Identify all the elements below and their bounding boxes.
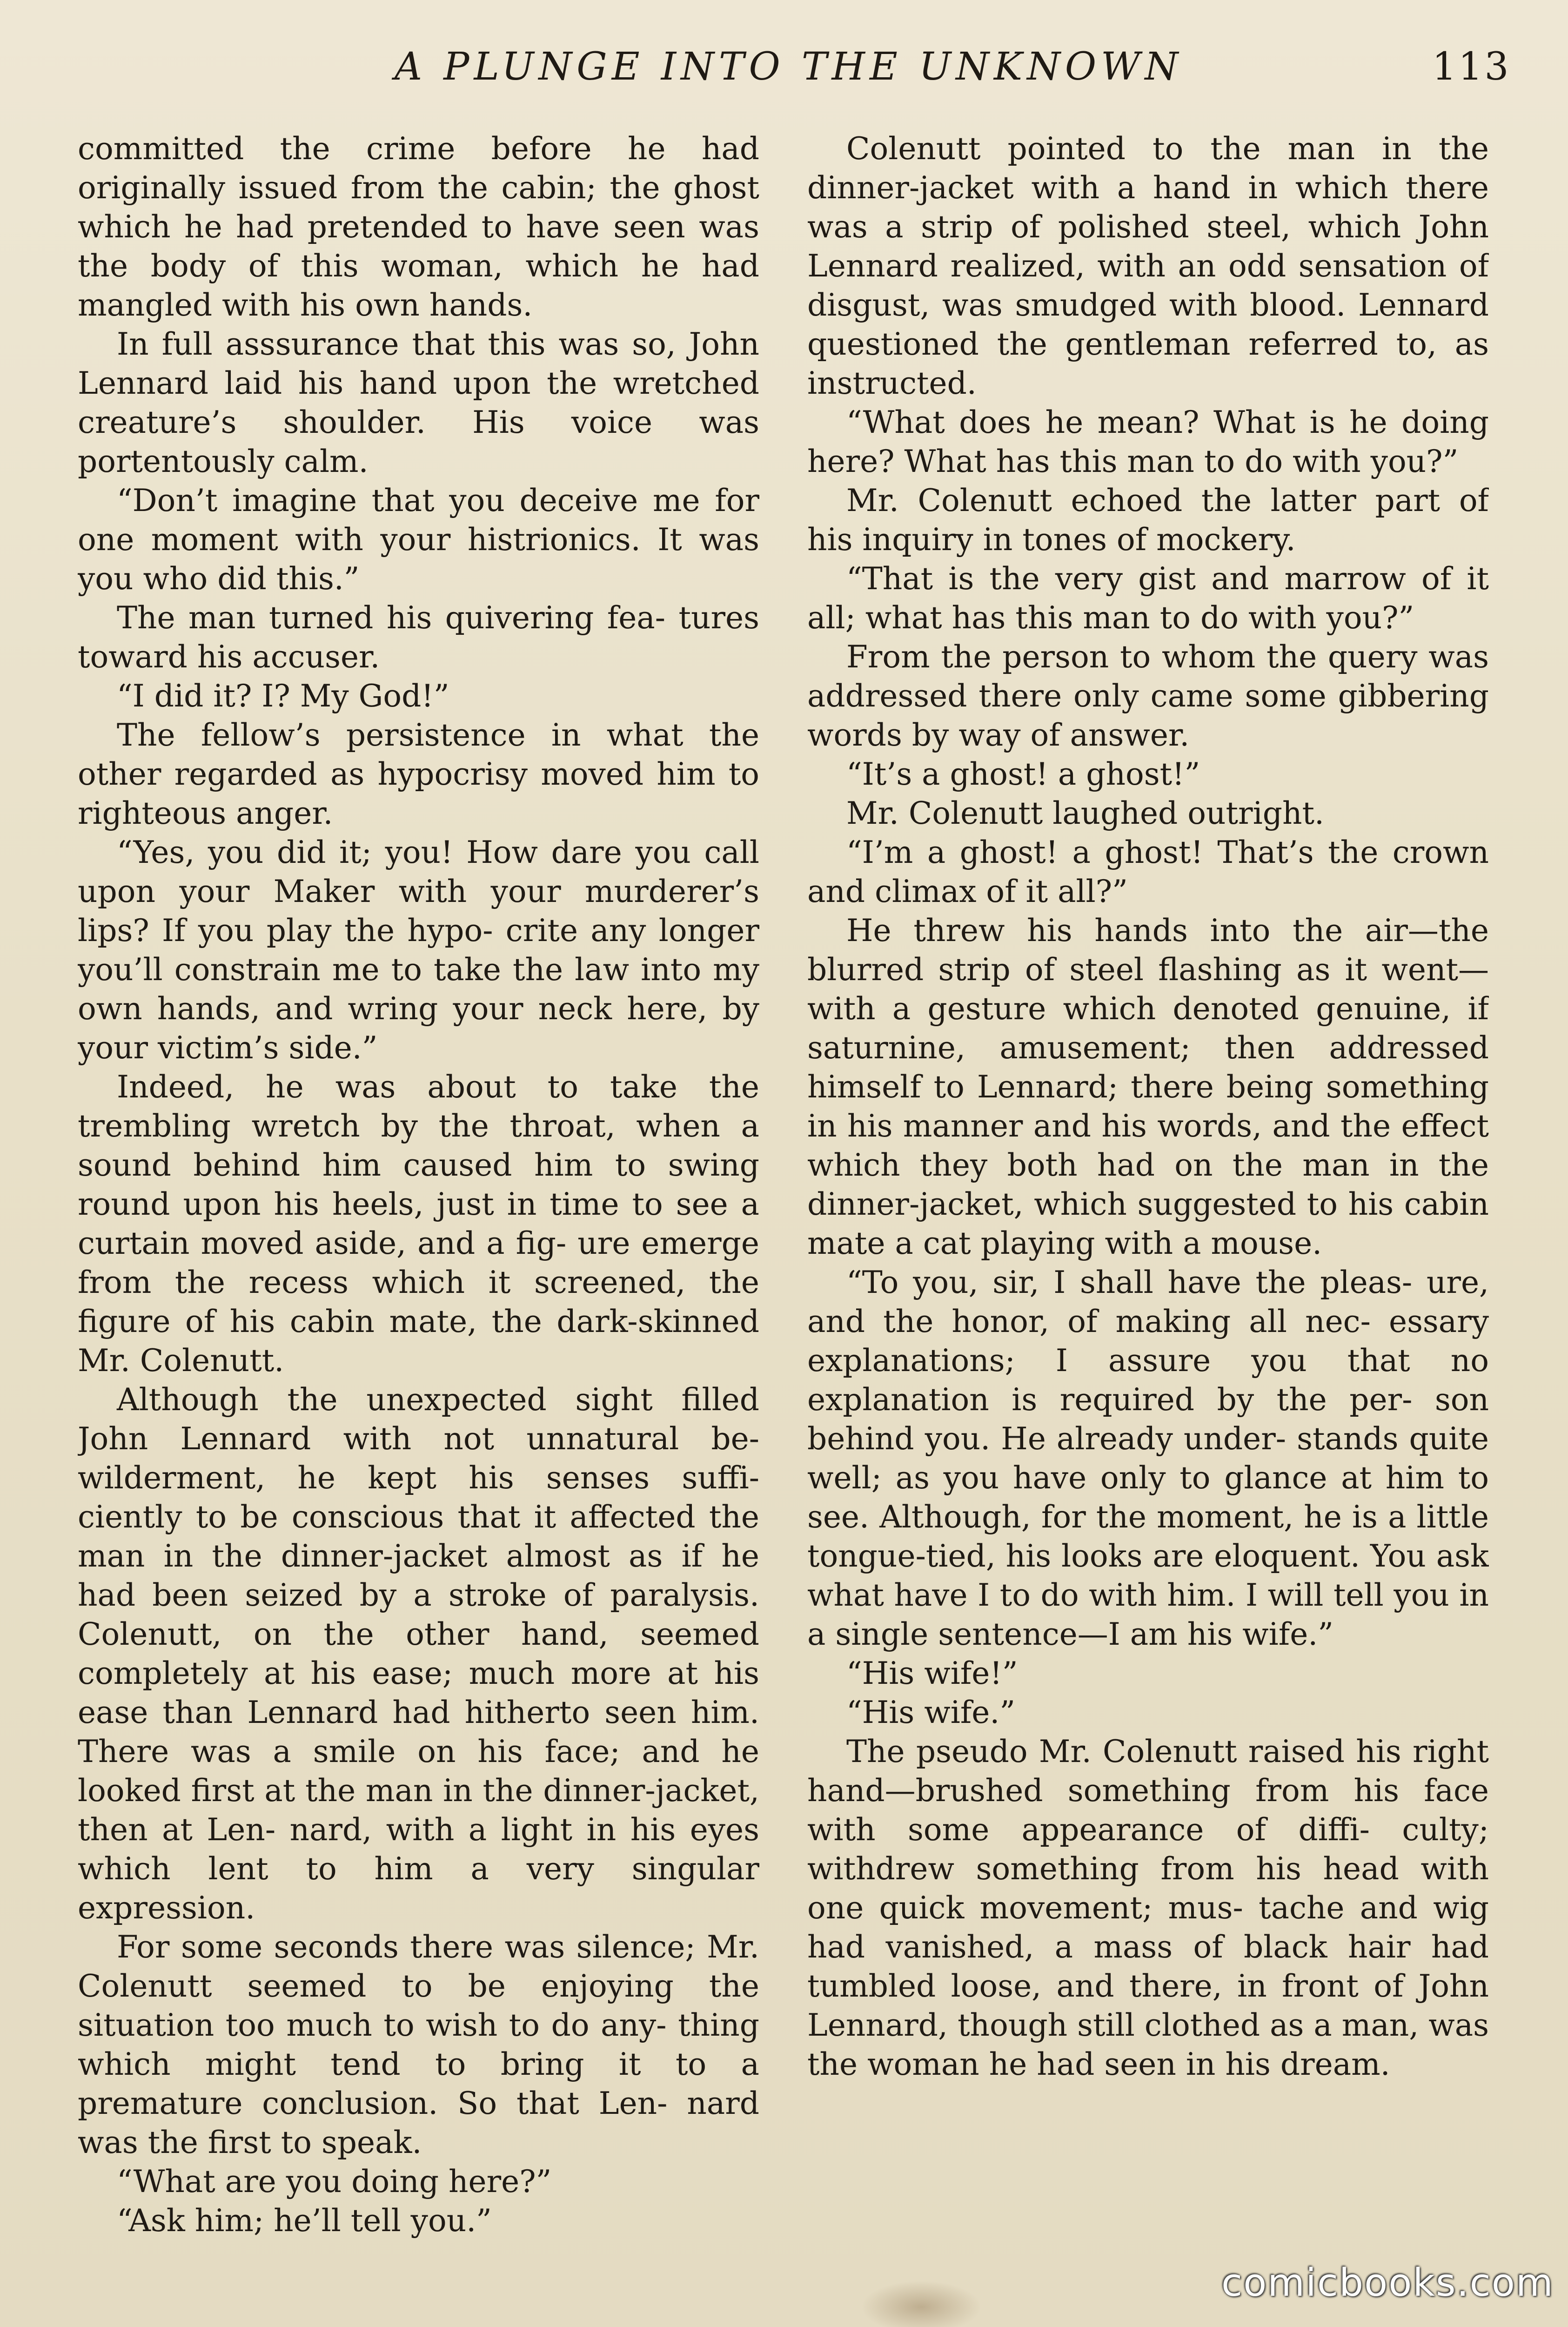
left-column <box>78 129 759 2289</box>
paragraph: For some seconds there was silence; Mr. Colenutt seemed to be enjoying the situation too much to wish to do any- thing which might tend to bring it to a premature conclusion. So that Len- nard was the first to speak. <box>78 1929 759 2160</box>
paragraph: In full asssurance that this was so, John Lennard laid his hand upon the wretched creature’s shoulder. His voice was portentously calm. <box>78 326 759 479</box>
paragraph: “What does he mean? What is he doing here? What has this man to do with you?” <box>807 404 1489 479</box>
paragraph: The pseudo Mr. Colenutt raised his right hand—brushed something from his face with some appearance of diffi- culty; withdrew something from his head with one quick movement; mus- tache and wig had vanished, a mass of black hair had tumbled loose, and there, in front of John Lennard, though still clothed as a man, was the woman he had seen in his dream. <box>807 1734 1489 2082</box>
running-head: A PLUNGE INTO THE UNKNOWN <box>395 45 1183 89</box>
paragraph: From the person to whom the query was addressed there only came some gibbering words by way of answer. <box>807 639 1489 753</box>
paragraph: Colenutt pointed to the man in the dinner-jacket with a hand in which there was a strip of polished steel, which John Lennard realized, with an odd sensation of disgust, was smudged with blood. Lennard questioned the gentleman referred to, as instructed. <box>807 131 1489 401</box>
paragraph: committed the crime before he had originally issued from the cabin; the ghost which he had pretended to have seen was the body of this woman, which he had mangled with his own hands. <box>78 131 759 323</box>
paragraph: The man turned his quivering fea- tures toward his accuser. <box>78 600 759 675</box>
paragraph: Mr. Colenutt echoed the latter part of his inquiry in tones of mockery. <box>807 483 1489 558</box>
paragraph: “Don’t imagine that you deceive me for one moment with your histrionics. It was you who did this.” <box>78 483 759 597</box>
paragraph: He threw his hands into the air—the blurred strip of steel flashing as it went—with a gesture which denoted genuine, if saturnine, amusement; then addressed himself to Lennard; there being something in his manner and his words, and the effect which they both had on the man in the dinner-jacket, which suggested to his cabin mate a cat playing with a mouse. <box>807 913 1489 1261</box>
paragraph: Indeed, he was about to take the trembling wretch by the throat, when a sound behind him caused him to swing round upon his heels, just in time to see a curtain moved aside, and a fig- ure emerge from the recess which it screened, the figure of his cabin mate, the dark-skinned Mr. Colenutt. <box>78 1069 759 1379</box>
watermark: comicbooks.com <box>1221 2261 1554 2305</box>
page-number: 113 <box>1432 45 1511 89</box>
paragraph: Although the unexpected sight filled John Lennard with not unnatural be- wilderment, he kept his senses suffi- ciently to be conscious that it affected the man in the dinner-jacket almost as if he had been seized by a stroke of paralysis. Colenutt, on the other hand, seemed completely at his ease; much more at his ease than Lennard had hitherto seen him. There was a smile on his face; and he looked first at the man in the dinner-jacket, then at Len- nard, with a light in his eyes which lent to him a very singular expression. <box>78 1382 759 1926</box>
paragraph: “What are you doing here?” <box>117 2164 552 2199</box>
paragraph: “To you, sir, I shall have the pleas- ure, and the honor, of making all nec- essary explanations; I assure you that no explanation is required by the per- son behind you. He already under- stands quite well; as you have only to glance at him to see. Although, for the moment, he is a little tongue-tied, his looks are eloquent. You ask what have I to do with him. I will tell you in a single sentence—I am his wife.” <box>807 1264 1489 1652</box>
page-header <box>0 45 1568 101</box>
paragraph: “His wife.” <box>846 1695 1016 1730</box>
paragraph: “That is the very gist and marrow of it all; what has this man to do with you?” <box>807 561 1489 636</box>
paragraph: “Ask him; he’ll tell you.” <box>117 2203 492 2239</box>
paragraph: “Yes, you did it; you! How dare you call upon your Maker with your murderer’s lips? If you play the hypo- crite any longer you’ll constrain me to take the law into my own hands, and wring your neck here, by your victim’s side.” <box>78 834 759 1066</box>
paragraph: Mr. Colenutt laughed outright. <box>846 795 1324 831</box>
right-column <box>807 129 1489 2289</box>
paragraph: “It’s a ghost! a ghost!” <box>846 756 1200 792</box>
paragraph: The fellow’s persistence in what the other regarded as hypocrisy moved him to righteous anger. <box>78 717 759 831</box>
paragraph: “I’m a ghost! a ghost! That’s the crown and climax of it all?” <box>807 834 1489 909</box>
paragraph: “I did it? I? My God!” <box>117 678 449 714</box>
paragraph: “His wife!” <box>846 1655 1018 1691</box>
